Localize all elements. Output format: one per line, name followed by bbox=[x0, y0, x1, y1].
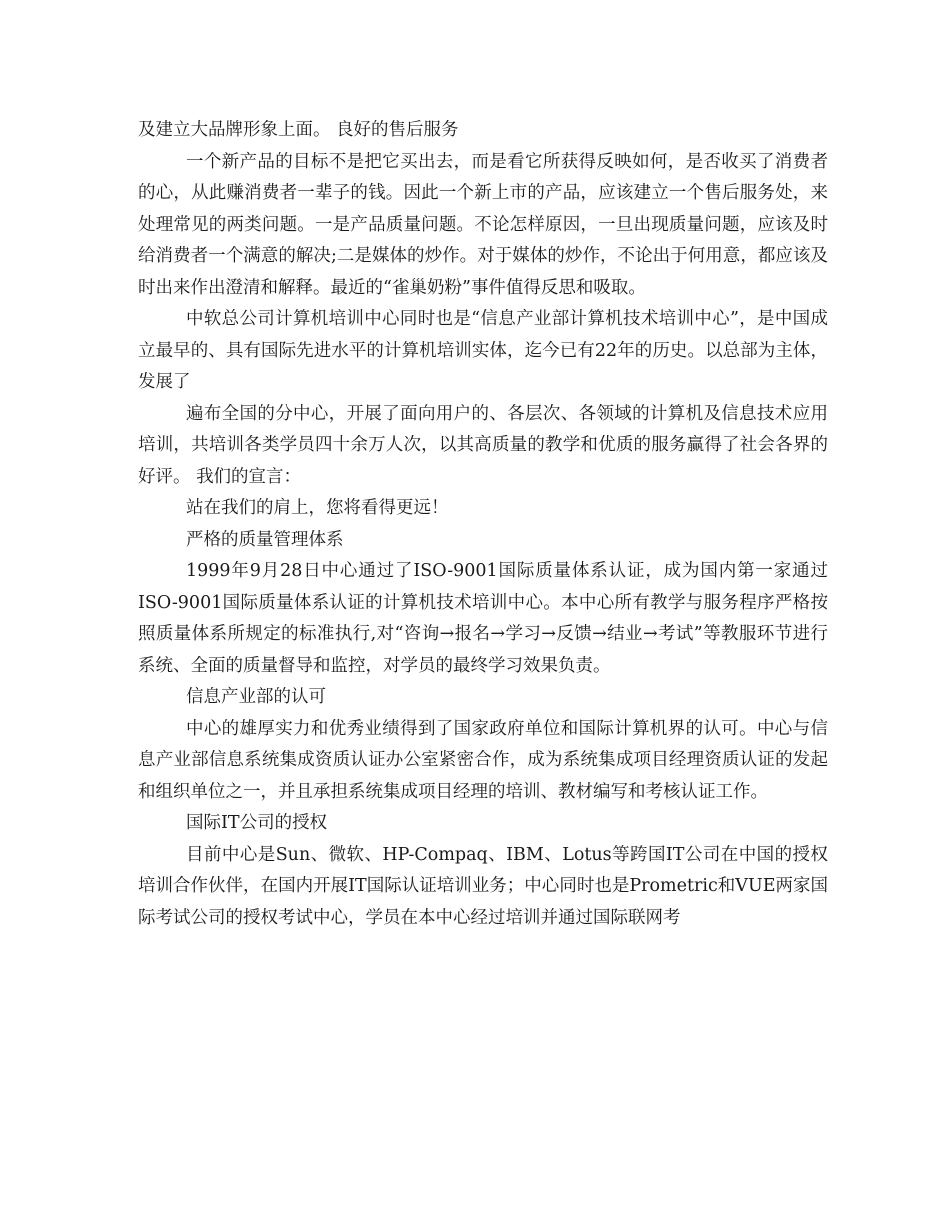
paragraph-7: 1999年9月28日中心通过了ISO-9001国际质量体系认证，成为国内第一家通过ISO-9001国际质量体系认证的计算机技术培训中心。本中心所有教学与服务程序严格按照质量体系所规定的标准执行,对“咨询→报名→学习→反馈→结业→考试”等教服环节进行系统、全面的质量督导和监控，对学员的最终学习效果负责。 bbox=[138, 561, 828, 676]
section-heading-ministry-approval: 信息产业部的认可 bbox=[186, 687, 326, 707]
paragraph-3: 中软总公司计算机培训中心同时也是“信息产业部计算机技术培训中心”，是中国成立最早的、具有国际先进水平的计算机培训实体，迄今已有22年的历史。以总部为主体，发展了 bbox=[138, 309, 828, 392]
section-heading-quality-system: 严格的质量管理体系 bbox=[186, 529, 344, 550]
section-heading-it-authorization: 国际IT公司的授权 bbox=[186, 813, 328, 833]
paragraph-11: 目前中心是Sun、微软、HP-Compaq、IBM、Lotus等跨国IT公司在中国的授权培训合作伙伴，在国内开展IT国际认证培训业务；中心同时也是Prometric和VUE两家国际考试公司的授权考试中心，学员在本中心经过培训并通过国际联网考 bbox=[138, 844, 828, 928]
document-body bbox=[138, 115, 828, 934]
paragraph-1: 及建立大品牌形象上面。 良好的售后服务 bbox=[138, 120, 459, 140]
paragraph-9: 中心的雄厚实力和优秀业绩得到了国家政府单位和国际计算机界的认可。中心与信息产业部信息系统集成资质认证办公室紧密合作，成为系统集成项目经理资质认证的发起和组织单位之一，并且承担系统集成项目经理的培训、教材编写和考核认证工作。 bbox=[138, 718, 828, 802]
paragraph-4: 遍布全国的分中心，开展了面向用户的、各层次、各领域的计算机及信息技术应用培训，共培训各类学员四十余万人次，以其高质量的教学和优质的服务赢得了社会各界的好评。 我们的宣言： bbox=[138, 403, 828, 487]
paragraph-2: 一个新产品的目标不是把它买出去，而是看它所获得反映如何，是否收买了消费者的心，从此赚消费者一辈子的钱。因此一个新上市的产品，应该建立一个售后服务处，来处理常见的两类问题。一是产品质量问题。不论怎样原因，一旦出现质量问题，应该及时给消费者一个满意的解决;二是媒体的炒作。对于媒体的炒作，不论出于何用意，都应该及时出来作出澄清和解释。最近的“雀巢奶粉”事件值得反思和吸取。 bbox=[138, 151, 828, 298]
paragraph-5: 站在我们的肩上，您将看得更远！ bbox=[186, 498, 449, 518]
